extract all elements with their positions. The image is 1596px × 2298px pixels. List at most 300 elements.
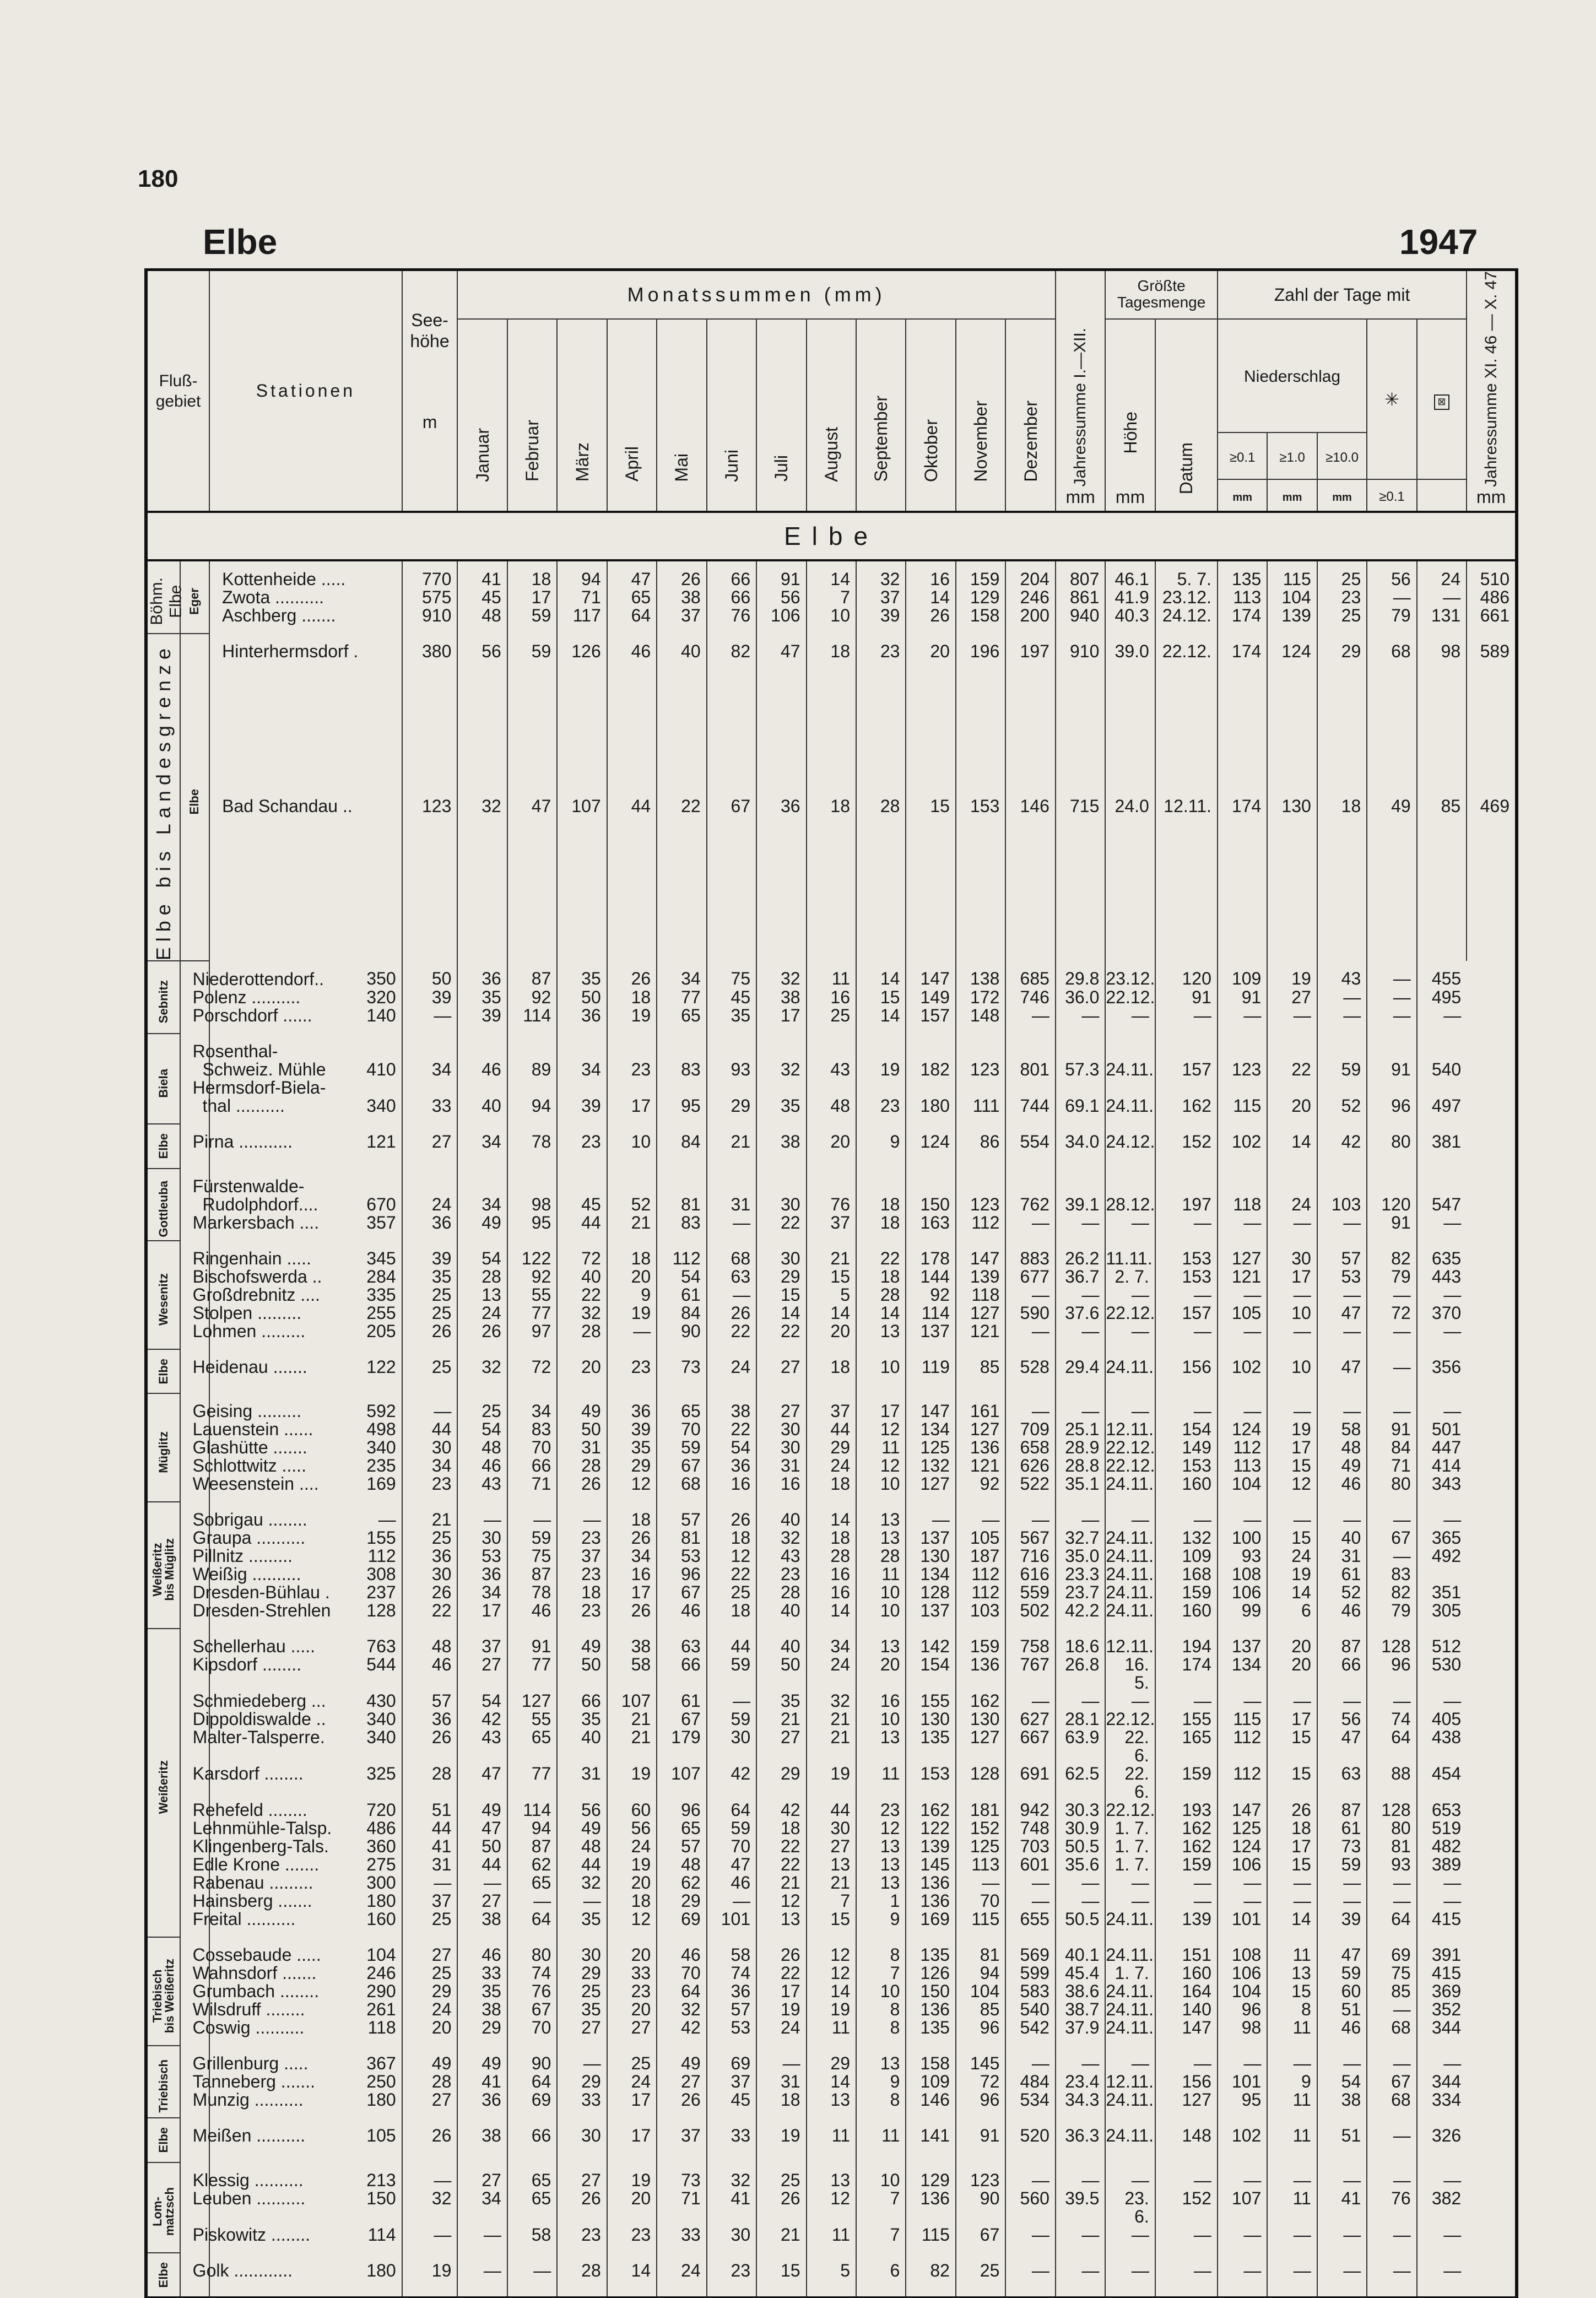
month-cell-5: 18 <box>607 1892 657 1910</box>
month-cell-11: 147 <box>906 1393 955 1420</box>
max-hoehe-cell: — <box>1056 2162 1105 2189</box>
days-01-cell: — <box>1155 2226 1218 2253</box>
month-cell-3: 77 <box>507 1304 557 1322</box>
max-datum-cell: — <box>1105 1393 1155 1420</box>
station-group <box>146 1124 1517 1168</box>
month-cell-8: 25 <box>756 2162 806 2189</box>
snow-days-cell: — <box>1317 1874 1367 1892</box>
month-cell-10: 14 <box>856 961 906 988</box>
days-10-cell: — <box>1218 1892 1267 1910</box>
days-01-cell: 174 <box>1218 634 1267 797</box>
month-cell-9: 29 <box>807 2046 856 2073</box>
month-cell-5 <box>607 1079 657 1097</box>
winter-summe-cell: 369 <box>1417 1982 1467 2000</box>
seehoehe-cell: 255 <box>209 1304 402 1322</box>
winter-summe-cell: 486 <box>1467 588 1517 607</box>
thunder-days-cell: 79 <box>1367 1602 1416 1629</box>
month-cell-2: 54 <box>457 1692 507 1710</box>
winter-summe-cell: 381 <box>1417 1124 1467 1168</box>
table-row <box>146 961 1517 988</box>
month-cell-11: 146 <box>906 2091 955 2118</box>
river-title: Elbe <box>203 222 278 262</box>
station-name: Schlottwitz ..... <box>180 1457 209 1475</box>
month-cell-8: 31 <box>756 2073 806 2091</box>
month-cell-5: 33 <box>607 1964 657 1982</box>
station-name: Sobrigau ........ <box>180 1502 209 1529</box>
month-cell-11: 157 <box>906 1007 955 1034</box>
snow-days-cell: 68 <box>1367 634 1416 797</box>
thunder-days-cell: — <box>1367 1349 1416 1393</box>
thunder-box-icon: ⊠ <box>1434 394 1449 410</box>
winter-summe-cell: 635 <box>1417 1241 1467 1268</box>
max-hoehe-cell: 30.3 <box>1056 1801 1105 1819</box>
month-cell-3: — <box>507 2253 557 2297</box>
month-cell-2: — <box>457 1874 507 1892</box>
month-cell-1 <box>402 1034 458 1061</box>
days-01-cell: — <box>1155 1892 1218 1910</box>
month-cell-2: 18 <box>507 560 557 588</box>
month-cell-6: 64 <box>657 1982 706 2000</box>
month-cell-6: 66 <box>707 588 756 607</box>
thunder-days-cell: 81 <box>1367 1837 1416 1856</box>
month-cell-4: 50 <box>557 1420 607 1439</box>
month-cell-6: 67 <box>657 1457 706 1475</box>
month-cell-3: 94 <box>507 1097 557 1124</box>
sub-basin-label: Sebnitz <box>146 961 180 1034</box>
month-cell-12: 96 <box>956 2019 1005 2046</box>
month-cell-9: 25 <box>807 1007 856 1034</box>
month-cell-5: 26 <box>607 961 657 988</box>
days-100-cell: — <box>1267 1892 1317 1910</box>
header-month-12: Dezember <box>1005 319 1056 512</box>
seehoehe-cell: 250 <box>209 2073 402 2091</box>
seehoehe-cell: 360 <box>209 1837 402 1856</box>
seehoehe-cell: 235 <box>209 1457 402 1475</box>
month-cell-6: 61 <box>657 1286 706 1304</box>
jahressumme-cell: 758 <box>1005 1629 1056 1656</box>
table-row <box>146 1565 1517 1583</box>
header-month-02: Februar <box>507 319 557 512</box>
days-100-cell: — <box>1267 1874 1317 1892</box>
winter-summe-cell: 370 <box>1417 1304 1467 1322</box>
winter-summe-cell: 352 <box>1417 2000 1467 2019</box>
winter-summe-cell: 443 <box>1417 1268 1467 1286</box>
table-row <box>146 1268 1517 1286</box>
month-cell-1: — <box>402 2226 458 2253</box>
month-cell-9 <box>807 1169 856 1196</box>
month-cell-10: 15 <box>906 797 955 961</box>
days-10-cell: 121 <box>1218 1268 1267 1286</box>
max-hoehe-cell: 40.1 <box>1056 1937 1105 1964</box>
days-01-cell: 153 <box>1155 1457 1218 1475</box>
snow-days-cell: 47 <box>1317 1304 1367 1322</box>
month-cell-1: 32 <box>457 797 507 961</box>
sub-basin-label: Elbe <box>146 2118 180 2162</box>
month-cell-12: 130 <box>956 1710 1005 1728</box>
days-01-cell: 148 <box>1155 2118 1218 2162</box>
month-cell-2 <box>457 1079 507 1097</box>
max-datum-cell: — <box>1105 2046 1155 2073</box>
table-row <box>146 1837 1517 1856</box>
month-cell-7: 68 <box>707 1241 756 1268</box>
month-cell-3: 87 <box>507 1837 557 1856</box>
days-100-cell: 17 <box>1267 1837 1317 1856</box>
seehoehe-cell: 357 <box>209 1214 402 1241</box>
month-cell-11: 182 <box>906 1061 955 1079</box>
month-cell-3: 78 <box>507 1583 557 1602</box>
thunder-days-cell: 93 <box>1367 1856 1416 1874</box>
station-group <box>146 634 1517 961</box>
month-cell-3: 92 <box>507 1268 557 1286</box>
winter-summe-cell: 519 <box>1417 1819 1467 1837</box>
max-hoehe-cell: 36.0 <box>1056 988 1105 1007</box>
winter-summe-cell: 405 <box>1417 1710 1467 1728</box>
days-100-cell: 10 <box>1267 1349 1317 1393</box>
month-cell-3: 114 <box>507 1801 557 1819</box>
days-10-cell: 93 <box>1218 1547 1267 1565</box>
month-cell-10: 7 <box>856 1964 906 1982</box>
month-cell-5: 26 <box>607 1529 657 1547</box>
days-10-cell: — <box>1218 2226 1267 2253</box>
month-cell-5: 18 <box>607 988 657 1007</box>
max-hoehe-cell: 35.1 <box>1056 1475 1105 1502</box>
month-cell-9: 48 <box>807 1097 856 1124</box>
month-cell-5: 17 <box>607 1097 657 1124</box>
month-cell-9: 39 <box>856 607 906 634</box>
station-name: Karsdorf ........ <box>180 1765 209 1801</box>
header-hoehe: Höhe mm <box>1105 319 1155 512</box>
winter-summe-cell: 382 <box>1417 2189 1467 2226</box>
month-cell-4: 27 <box>557 2019 607 2046</box>
header-jahressumme: Jahressumme I.—XII. mm <box>1056 270 1105 512</box>
seehoehe-cell: 367 <box>209 2046 402 2073</box>
month-cell-8: 19 <box>756 2000 806 2019</box>
month-cell-9: 15 <box>807 1910 856 1937</box>
jahressumme-cell: 583 <box>1005 1982 1056 2000</box>
winter-summe-cell: — <box>1417 1286 1467 1304</box>
days-10-cell: 106 <box>1218 1964 1267 1982</box>
month-cell-10: 20 <box>906 634 955 797</box>
month-cell-12: 112 <box>956 1565 1005 1583</box>
month-cell-7: 53 <box>707 2019 756 2046</box>
days-10-cell: — <box>1218 1393 1267 1420</box>
month-cell-1: 24 <box>402 2000 458 2019</box>
station-name: Großdrebnitz .... <box>180 1286 209 1304</box>
month-cell-8: 38 <box>756 988 806 1007</box>
month-cell-4: 50 <box>557 1656 607 1692</box>
table-row <box>146 1656 1517 1692</box>
month-cell-6: 82 <box>707 634 756 797</box>
month-cell-10: 20 <box>856 1656 906 1692</box>
month-cell-4: 28 <box>557 1457 607 1475</box>
days-10-cell: 127 <box>1218 1241 1267 1268</box>
month-cell-2: 33 <box>457 1964 507 1982</box>
jahressumme-cell: 801 <box>1005 1061 1056 1079</box>
max-hoehe-cell: 30.9 <box>1056 1819 1105 1837</box>
month-cell-9: 28 <box>807 1547 856 1565</box>
month-cell-10: 13 <box>856 1629 906 1656</box>
snow-symbol-header <box>1367 319 1416 479</box>
month-cell-11: 163 <box>906 1214 955 1241</box>
month-cell-12: 70 <box>956 1892 1005 1910</box>
days-10-cell <box>1218 1034 1267 1061</box>
month-cell-8: 21 <box>756 2226 806 2253</box>
days-01-cell: 120 <box>1155 961 1218 988</box>
month-cell-9: 20 <box>807 1124 856 1168</box>
days-10-cell: 108 <box>1218 1565 1267 1583</box>
days-10-cell: 96 <box>1218 2000 1267 2019</box>
max-datum-cell: 24.11. <box>1105 1475 1155 1502</box>
month-cell-8: 18 <box>756 2091 806 2118</box>
month-cell-11: 125 <box>906 1439 955 1457</box>
days-01-cell: 127 <box>1155 2091 1218 2118</box>
station-name: Tanneberg ....... <box>180 2073 209 2091</box>
month-cell-7: 26 <box>707 1304 756 1322</box>
seehoehe-cell: 150 <box>209 2189 402 2226</box>
month-cell-11: 155 <box>906 1692 955 1710</box>
winter-summe-cell: 547 <box>1417 1196 1467 1214</box>
month-cell-1: 30 <box>402 1565 458 1583</box>
table-row <box>146 1286 1517 1304</box>
jahressumme-cell: 627 <box>1005 1710 1056 1728</box>
days-01-cell: 132 <box>1155 1529 1218 1547</box>
section-title: Elbe <box>146 512 1517 560</box>
seehoehe-cell: 246 <box>209 1964 402 1982</box>
max-hoehe-cell: 69.1 <box>1056 1097 1105 1124</box>
station-group <box>146 1502 1517 1629</box>
month-cell-10: 8 <box>856 2019 906 2046</box>
month-cell-4: 65 <box>607 588 657 607</box>
month-cell-7: — <box>707 1692 756 1710</box>
days-100-cell: 19 <box>1267 1420 1317 1439</box>
station-name: Dresden-Strehlen <box>180 1602 209 1629</box>
jahressumme-cell: 709 <box>1005 1420 1056 1439</box>
month-cell-2: 13 <box>457 1286 507 1304</box>
month-cell-1: 57 <box>402 1692 458 1710</box>
snow-days-cell: 53 <box>1317 1268 1367 1286</box>
month-cell-4: 49 <box>557 1629 607 1656</box>
days-10-cell: 130 <box>1267 797 1317 961</box>
station-name: Schweiz. Mühle <box>180 1061 209 1079</box>
thunder-days-cell: — <box>1367 1286 1416 1304</box>
month-cell-2: 54 <box>457 1241 507 1268</box>
snow-days-cell: 40 <box>1317 1529 1367 1547</box>
table-row <box>146 1304 1517 1322</box>
month-cell-11: 162 <box>906 1801 955 1819</box>
month-cell-4: 23 <box>557 1565 607 1583</box>
seehoehe-cell: 335 <box>209 1286 402 1304</box>
jahressumme-cell: — <box>1005 1502 1056 1529</box>
days-10-cell: 113 <box>1218 1457 1267 1475</box>
max-hoehe-cell: 32.7 <box>1056 1529 1105 1547</box>
month-cell-4: 45 <box>557 1196 607 1214</box>
month-cell-4: 36 <box>557 1007 607 1034</box>
month-cell-10 <box>856 1169 906 1196</box>
month-cell-4: 40 <box>557 1728 607 1765</box>
snow-days-cell: — <box>1317 1393 1367 1420</box>
month-cell-3: 114 <box>507 1007 557 1034</box>
days-10-cell <box>1218 1169 1267 1196</box>
winter-summe-cell: 351 <box>1417 1583 1467 1602</box>
seehoehe-cell: 410 <box>209 1061 402 1079</box>
month-cell-2: 48 <box>457 1439 507 1457</box>
days-01-cell: 160 <box>1155 1964 1218 1982</box>
max-datum-cell <box>1105 1169 1155 1196</box>
month-cell-10: 22 <box>856 1241 906 1268</box>
snow-days-cell: 52 <box>1317 1583 1367 1602</box>
month-cell-2: 47 <box>457 1765 507 1801</box>
month-cell-7: 93 <box>707 1061 756 1079</box>
days-10-cell: 100 <box>1218 1529 1267 1547</box>
table-row <box>146 1420 1517 1439</box>
month-cell-9: 32 <box>807 1692 856 1710</box>
seehoehe-cell: 544 <box>209 1656 402 1692</box>
winter-summe-cell: 497 <box>1417 1097 1467 1124</box>
month-cell-2: 46 <box>457 1457 507 1475</box>
days-100-cell: 14 <box>1267 1124 1317 1168</box>
month-cell-11: 136 <box>906 2189 955 2226</box>
snow-days-cell: 43 <box>1317 961 1367 988</box>
days-10-cell: 99 <box>1218 1602 1267 1629</box>
month-cell-8: 21 <box>756 1874 806 1892</box>
month-cell-4: 32 <box>557 1874 607 1892</box>
jahressumme-cell: 484 <box>1005 2073 1056 2091</box>
month-cell-4 <box>557 1034 607 1061</box>
days-100-cell: — <box>1267 1007 1317 1034</box>
month-cell-10: 14 <box>906 588 955 607</box>
jahressumme-cell: — <box>1005 2046 1056 2073</box>
month-cell-11: 139 <box>906 1837 955 1856</box>
snow-days-cell: 103 <box>1317 1196 1367 1214</box>
table-row <box>146 1457 1517 1475</box>
month-cell-6: 83 <box>657 1214 706 1241</box>
month-cell-4: 18 <box>557 1583 607 1602</box>
winter-summe-cell: 540 <box>1417 1061 1467 1079</box>
month-cell-4: 26 <box>557 2189 607 2226</box>
month-cell-1: 28 <box>402 1765 458 1801</box>
thunder-days-cell: — <box>1417 588 1467 607</box>
max-datum-cell: 22.12. <box>1106 987 1155 1008</box>
station-group <box>146 1241 1517 1349</box>
month-cell-7: 37 <box>707 2073 756 2091</box>
month-cell-7: 47 <box>707 1856 756 1874</box>
month-cell-4: 50 <box>557 988 607 1007</box>
month-cell-9: 11 <box>807 2019 856 2046</box>
month-cell-10: 14 <box>856 1007 906 1034</box>
days-100-cell: 15 <box>1267 1982 1317 2000</box>
snow-days-cell: 47 <box>1317 1937 1367 1964</box>
table-row <box>146 2091 1517 2118</box>
thunder-days-cell: 82 <box>1367 1583 1416 1602</box>
seehoehe-cell: — <box>209 1502 402 1529</box>
month-cell-6: 33 <box>657 2226 706 2253</box>
month-cell-6: 69 <box>657 1910 706 1937</box>
table-row <box>146 1982 1517 2000</box>
days-100-cell: — <box>1267 1286 1317 1304</box>
sub-basin-label: Elbe <box>146 1124 180 1168</box>
month-cell-7: 36 <box>707 1982 756 2000</box>
station-name: Klessig .......... <box>180 2162 209 2189</box>
snow-days-cell: — <box>1367 588 1416 607</box>
month-cell-12: 123 <box>956 1196 1005 1214</box>
month-cell-11: 126 <box>906 1964 955 1982</box>
month-cell-11: 136 <box>906 1892 955 1910</box>
month-cell-3: 55 <box>507 1710 557 1728</box>
winter-summe-cell: — <box>1417 2162 1467 2189</box>
days-100-cell: 17 <box>1267 1268 1317 1286</box>
thunder-days-cell: — <box>1367 1502 1416 1529</box>
header-month-09: September <box>856 319 906 512</box>
max-hoehe-cell: 29.8 <box>1056 961 1105 988</box>
winter-summe-cell: 455 <box>1417 961 1467 988</box>
max-hoehe-cell: 23.4 <box>1056 2073 1105 2091</box>
month-cell-4: 35 <box>557 1910 607 1937</box>
month-cell-1: 24 <box>402 1196 458 1214</box>
sub-basin-label: Triebisch bis Weißeritz <box>146 1937 180 2046</box>
winter-summe-cell: 356 <box>1417 1349 1467 1393</box>
winter-summe-cell: 344 <box>1417 2073 1467 2091</box>
jahressumme-cell: — <box>1005 1322 1056 1349</box>
seehoehe-cell: 121 <box>209 1124 402 1168</box>
month-cell-8: 14 <box>756 1304 806 1322</box>
month-cell-6: 71 <box>657 2189 706 2226</box>
max-datum-cell: 2. 7. <box>1105 1268 1155 1286</box>
month-cell-2: — <box>457 2226 507 2253</box>
max-hoehe-cell: 28.1 <box>1056 1710 1105 1728</box>
month-cell-9: 21 <box>807 1874 856 1892</box>
month-cell-4: 40 <box>557 1268 607 1286</box>
header-threshold-4: ≥0.1 <box>1367 479 1416 512</box>
days-100-cell: 15 <box>1267 1529 1317 1547</box>
sub-basin-label: Biela <box>146 1034 180 1124</box>
month-cell-5: 17 <box>607 2118 657 2162</box>
thunder-days-cell: — <box>1367 2118 1416 2162</box>
thunder-days-cell: 68 <box>1367 2091 1416 2118</box>
month-cell-2: 30 <box>457 1529 507 1547</box>
month-cell-5: 27 <box>607 2019 657 2046</box>
jahressumme-cell: — <box>1005 2253 1056 2297</box>
station-name: Piskowitz ........ <box>180 2226 209 2253</box>
month-cell-9: 76 <box>807 1196 856 1214</box>
jahressumme-cell: 910 <box>1056 634 1105 797</box>
month-cell-11: 115 <box>906 2226 955 2253</box>
days-10-cell: 134 <box>1218 1656 1267 1692</box>
snow-days-cell: 59 <box>1317 1856 1367 1874</box>
max-hoehe-cell: 46.1 <box>1105 560 1155 588</box>
days-01-cell: — <box>1155 1214 1218 1241</box>
jahressumme-cell: — <box>1005 1393 1056 1420</box>
jahressumme-cell: 940 <box>1056 607 1105 634</box>
snow-days-cell: 79 <box>1367 607 1416 634</box>
month-cell-7: 24 <box>707 1349 756 1393</box>
jahressumme-cell: — <box>1005 1874 1056 1892</box>
month-cell-2: 17 <box>457 1602 507 1629</box>
month-cell-1: 44 <box>402 1420 458 1439</box>
max-datum-cell: 22. 6. <box>1105 1765 1155 1801</box>
max-datum-cell: — <box>1105 1322 1155 1349</box>
month-cell-5: 23 <box>607 2226 657 2253</box>
month-cell-3: 70 <box>507 2019 557 2046</box>
station-group <box>146 1937 1517 2046</box>
month-cell-7: 12 <box>707 1547 756 1565</box>
thunder-days-cell <box>1367 1034 1416 1061</box>
max-hoehe-cell: 45.4 <box>1056 1964 1105 1982</box>
month-cell-3: 97 <box>507 1322 557 1349</box>
station-name: Wilsdruff ........ <box>180 2000 209 2019</box>
month-cell-2: 34 <box>457 2189 507 2226</box>
winter-summe-cell: 415 <box>1417 1964 1467 1982</box>
month-cell-4: 44 <box>557 1214 607 1241</box>
